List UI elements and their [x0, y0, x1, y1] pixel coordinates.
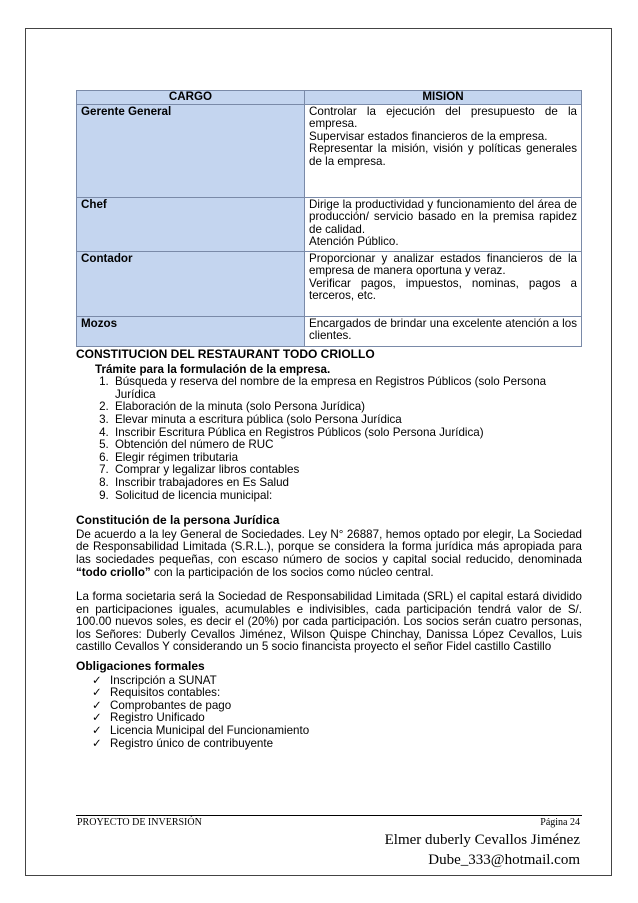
- cargo-cell: Gerente General: [77, 104, 305, 197]
- list-item-label: Requisitos contables:: [110, 686, 221, 700]
- mision-cell: [305, 197, 582, 251]
- check-icon: ✓: [92, 686, 102, 700]
- section-title-obligaciones: Obligaciones formales: [76, 659, 205, 674]
- list-item: 3. Elevar minuta a escritura pública (solo Persona Jurídica: [112, 414, 582, 427]
- check-icon: ✓: [92, 724, 102, 738]
- author-name: Elmer duberly Cevallos Jiménez: [384, 832, 580, 848]
- section-title-persona-juridica: Constitución de la persona Jurídica: [76, 513, 280, 528]
- section-subtitle-tramite: Trámite para la formulación de la empresa.: [95, 362, 331, 376]
- check-icon: ✓: [92, 698, 102, 712]
- obligaciones-list: [92, 675, 582, 751]
- list-item: [92, 738, 582, 751]
- table-header-row: [77, 91, 582, 105]
- list-item-label: Registro único de contribuyente: [110, 736, 274, 750]
- list-item: 2. Elaboración de la minuta (solo Persona Jurídica): [112, 401, 582, 414]
- paragraph-ley: [76, 529, 582, 579]
- mision-cell: [305, 104, 582, 197]
- paragraph-text: De acuerdo a la ley General de Sociedades. Ley N° 26887, hemos optado por elegir, La Sociedad de Responsabilidad Limitada (S.R.L.), porque se considera la forma jurídica más apropiada para las sociedades pequeñas, con escaso número de socios y capital social reducido, denominada: [76, 527, 582, 566]
- list-item: 9. Solicitud de licencia municipal:: [112, 490, 582, 503]
- list-item: 8. Inscribir trabajadores en Es Salud: [112, 477, 582, 490]
- table-row: [77, 316, 582, 346]
- list-item: [92, 687, 582, 700]
- list-item: [92, 725, 582, 738]
- mision-line: Dirige la productividad y funcionamiento del área de producción/ servicio basado en la premisa rapidez de calidad.: [309, 197, 577, 236]
- footer-project-title: PROYECTO DE INVERSIÓN: [77, 817, 202, 828]
- cargo-cell: Contador: [77, 251, 305, 316]
- list-item: 4. Inscribir Escritura Pública en Registros Públicos (solo Persona Jurídica): [112, 427, 582, 440]
- check-icon: ✓: [92, 711, 102, 725]
- list-item: 6. Elegir régimen tributaria: [112, 452, 582, 465]
- footer-author: [385, 830, 580, 870]
- mision-line: Atención Público.: [309, 235, 399, 249]
- mision-cell: [305, 251, 582, 316]
- cargo-cell: Chef: [77, 197, 305, 251]
- list-item-label: Registro Unificado: [110, 711, 205, 725]
- roles-table: [76, 90, 582, 347]
- header-cargo: CARGO: [77, 91, 305, 105]
- mision-cell: [305, 316, 582, 346]
- author-email: Dube_333@hotmail.com: [428, 852, 580, 868]
- table-row: [77, 197, 582, 251]
- mision-line: Supervisar estados financieros de la empresa.: [309, 129, 548, 143]
- mision-line: Proporcionar y analizar estados financieros de la empresa de manera oportuna y veraz.: [309, 251, 577, 278]
- list-item: 7. Comprar y legalizar libros contables: [112, 464, 582, 477]
- table-row: [77, 104, 582, 197]
- paragraph-forma-societaria: La forma societaria será la Sociedad de Responsabilidad Limitada (SRL) el capital estará dividido en participaciones iguales, acumulables e indivisibles, cada participación tendrá valor de S/. 100.00 nuevos soles, es decir el (20%) por cada participación. Los socios serán cuatro personas, los Señores: Duberly Cevallos Jiménez, Wilson Quispe Chinchay, Danissa López Cevallos, Luis castillo Cevallos Y considerando un 5 socio financista proyecto el señor Fidel castillo Castillo: [76, 590, 582, 654]
- body-text: [76, 348, 582, 750]
- mision-line: Encargados de brindar una excelente atención a los clientes.: [309, 316, 577, 343]
- mision-line: Representar la misión, visión y políticas generales de la empresa.: [309, 142, 577, 168]
- steps-list: [112, 376, 582, 502]
- mision-line: Verificar pagos, impuestos, nominas, pagos a terceros, etc.: [309, 276, 577, 303]
- list-item-label: Inscripción a SUNAT: [110, 673, 217, 687]
- list-item-label: Comprobantes de pago: [110, 698, 232, 712]
- footer-divider: [76, 815, 582, 816]
- list-item: 5. Obtención del número de RUC: [112, 439, 582, 452]
- paragraph-bold: “todo criollo”: [76, 565, 151, 579]
- check-icon: ✓: [92, 673, 102, 687]
- footer-page-number: Página 24: [540, 817, 580, 828]
- list-item-label: Licencia Municipal del Funcionamiento: [110, 724, 310, 738]
- section-title-constitucion: CONSTITUCION DEL RESTAURANT TODO CRIOLLO: [76, 347, 375, 361]
- paragraph-text: con la participación de los socios como núcleo central.: [150, 565, 434, 579]
- table-row: [77, 251, 582, 316]
- header-mision: MISION: [305, 91, 582, 105]
- mision-line: Controlar la ejecución del presupuesto de la empresa.: [309, 104, 577, 131]
- list-item: 1. Búsqueda y reserva del nombre de la empresa en Registros Públicos (solo Persona Jurídica: [112, 376, 582, 401]
- check-icon: ✓: [92, 736, 102, 750]
- cargo-cell: Mozos: [77, 316, 305, 346]
